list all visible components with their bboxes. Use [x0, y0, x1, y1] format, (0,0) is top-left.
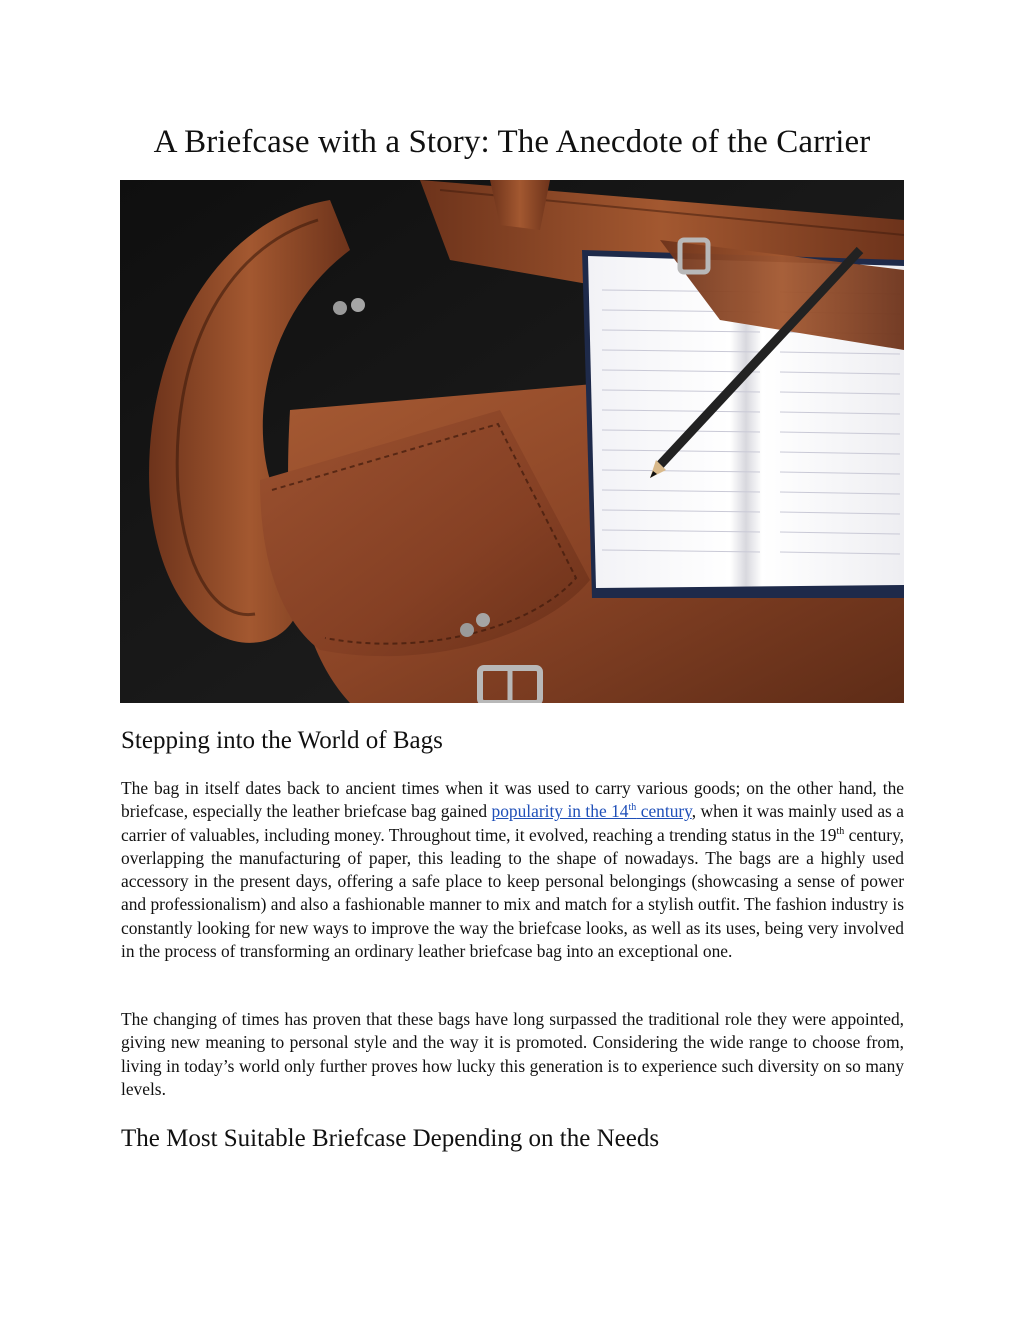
link-text: popularity in the 14 [491, 801, 629, 822]
paragraph-text: , when it was mainly used as a carrier of valuables, including money. Throughout time, it evolved, reaching a trending status in the 19 [121, 801, 904, 845]
leather-briefcase-with-notebook-photo [120, 180, 904, 703]
paragraph-history [121, 777, 904, 963]
paragraph-text: century, overlapping the manufacturing of paper, this leading to the shape of nowadays. The bags are a highly used accessory in the present days, offering a safe place to keep personal belongings (showcasing a sense of power and professionalism) and also a fashionable manner to mix and match for a stylish outfit. The fashion industry is constantly looking for new ways to improve the way the briefcase looks, as well as its uses, being very involved in the process of transforming an ordinary leather briefcase bag into an exceptional one. [121, 824, 904, 962]
section-heading-stepping-into-bags: Stepping into the World of Bags [121, 727, 443, 754]
hero-image [120, 180, 904, 703]
page-title: A Briefcase with a Story: The Anecdote of the Carrier [153, 124, 871, 160]
paragraph-changing-times: The changing of times has proven that these bags have long surpassed the traditional role they were appointed, giving new meaning to personal style and the way it is promoted. Considering the wide range to choose from, living in today’s world only further proves how lucky this generation is to experience such diversity on so many levels. [121, 1009, 904, 1099]
section-heading-suitable-briefcase: The Most Suitable Briefcase Depending on the Needs [121, 1125, 660, 1152]
link-superscript: th [628, 802, 637, 814]
link-text: century [636, 801, 692, 822]
paragraph-text: The bag in itself dates back to ancient times when it was used to carry various goods; on the other hand, the briefcase, especially the leather briefcase bag gained [121, 778, 904, 822]
superscript: th [836, 825, 845, 837]
popularity-14th-century-link[interactable] [492, 801, 692, 821]
